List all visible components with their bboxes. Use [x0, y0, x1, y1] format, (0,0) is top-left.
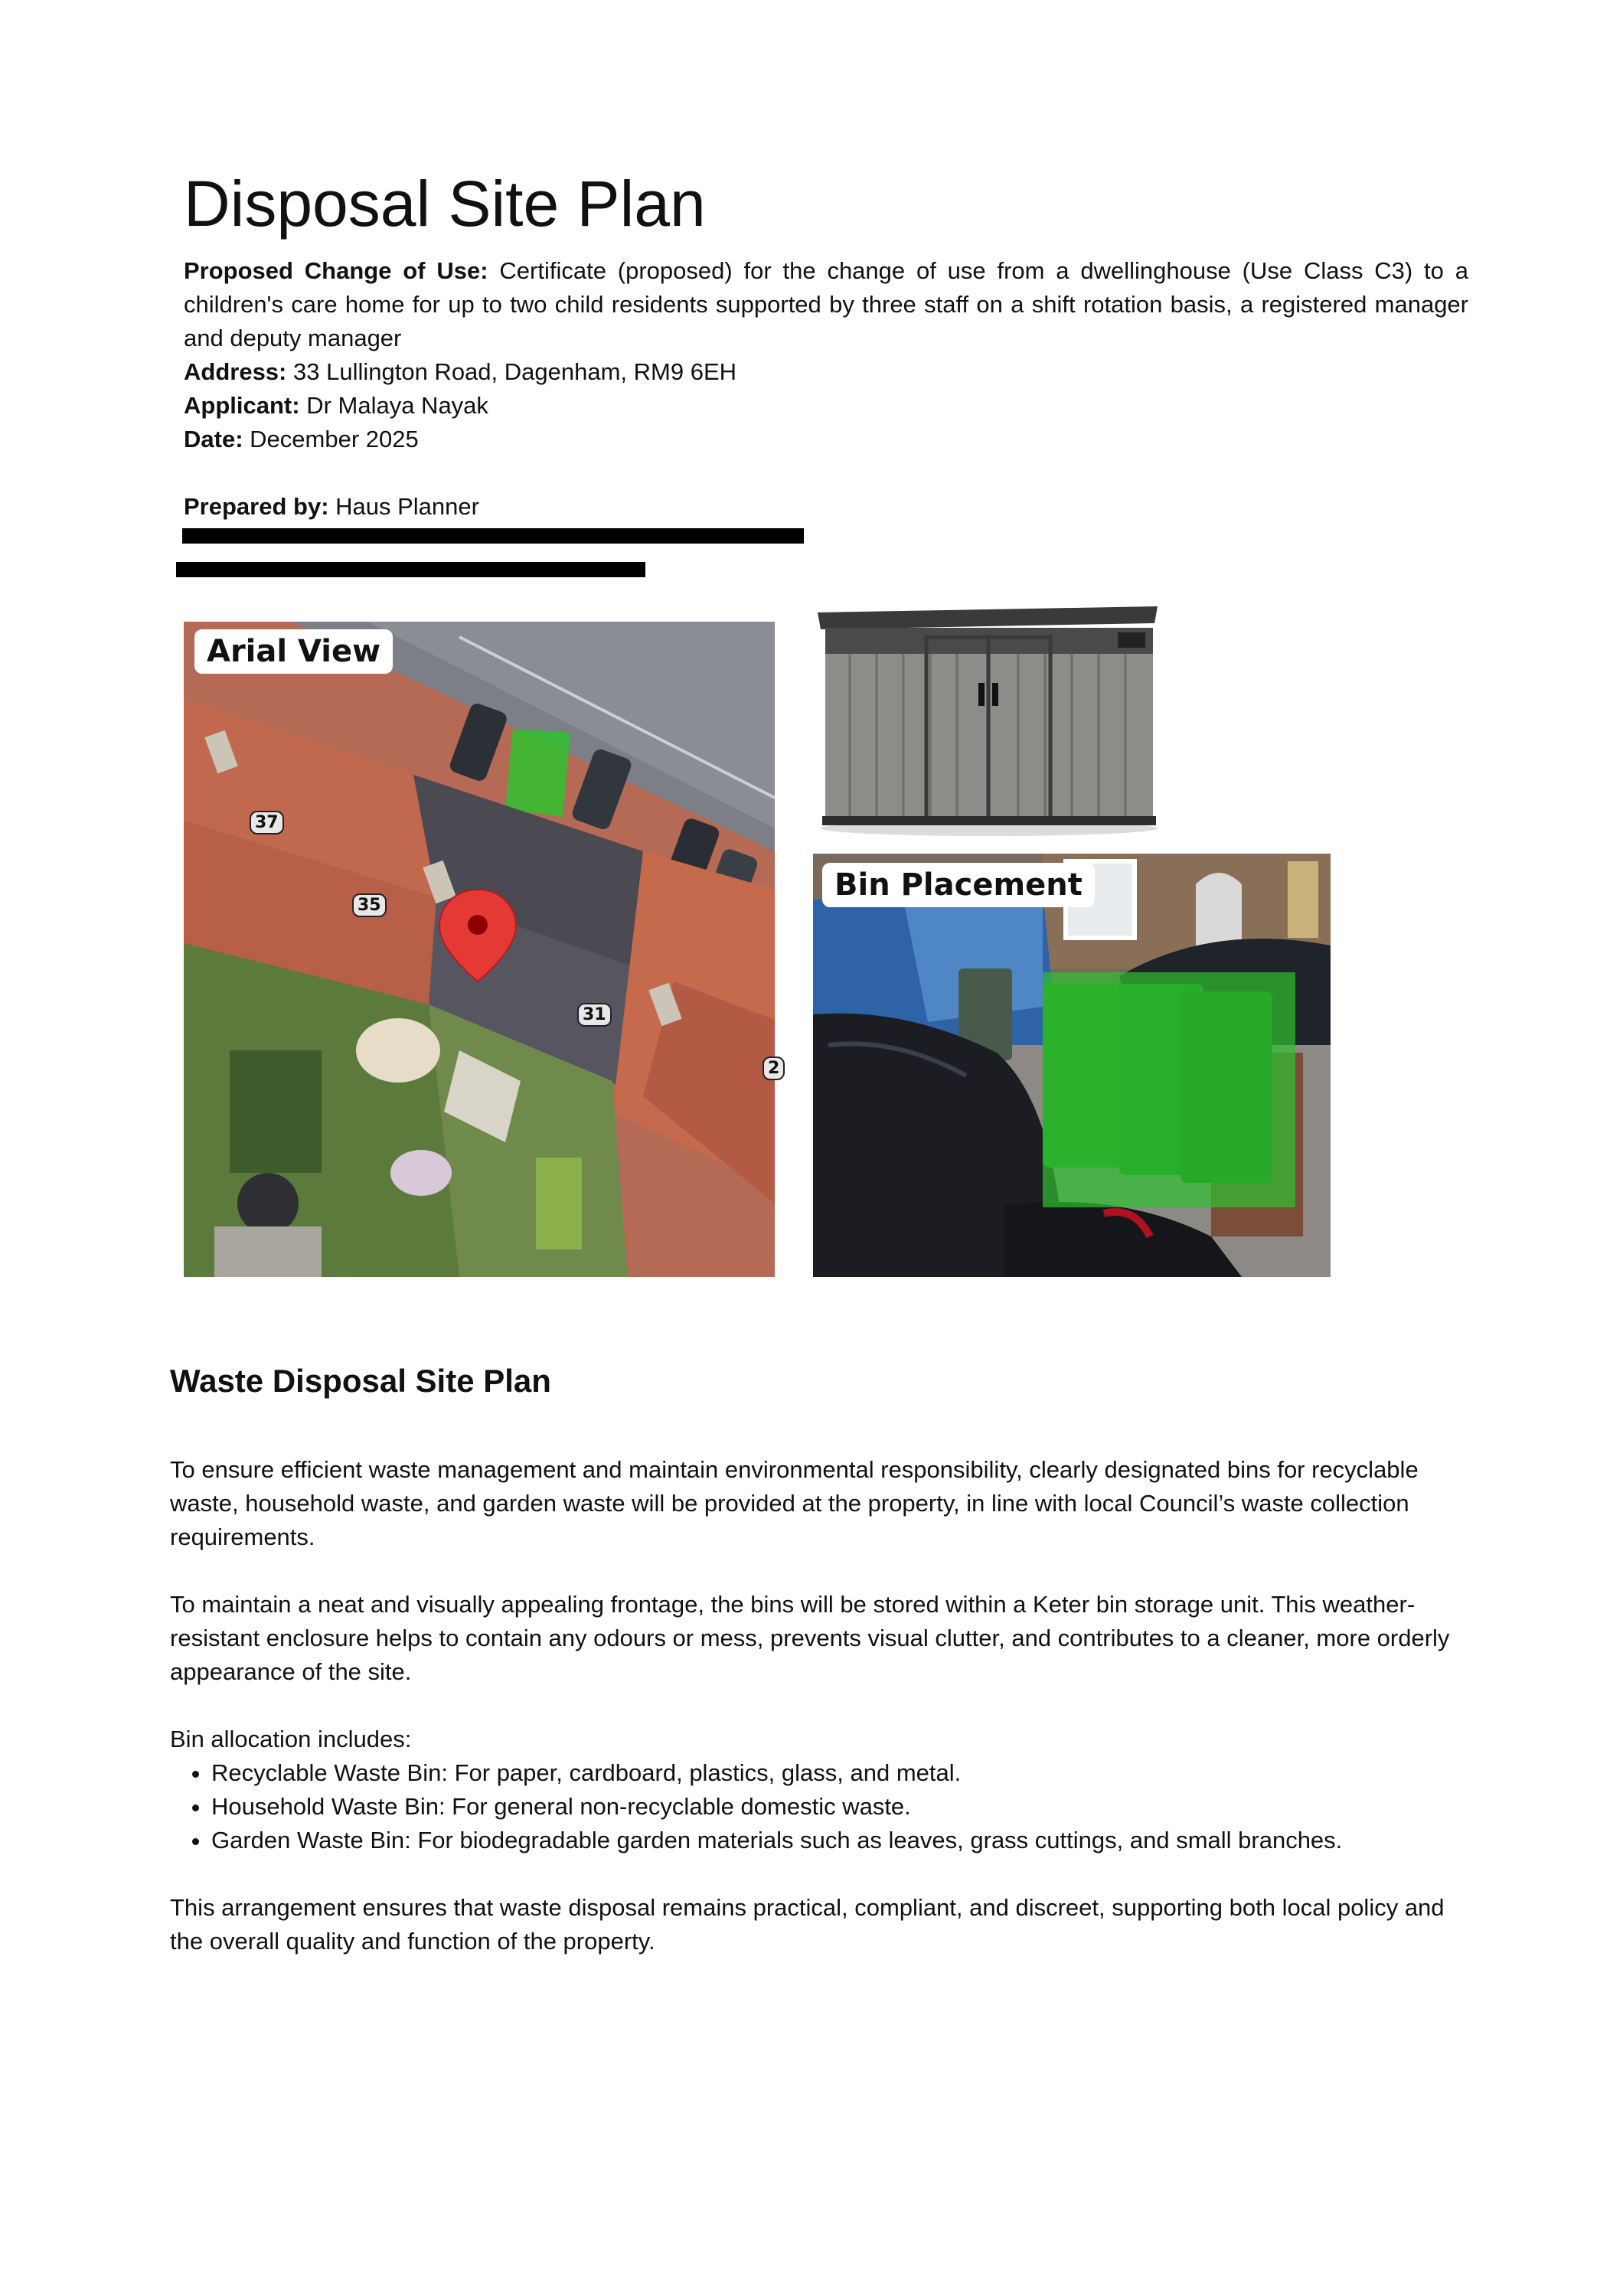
house-number-partial: 2: [763, 1057, 785, 1080]
applicant-line: [184, 389, 1468, 423]
bin-allocation-intro: Bin allocation includes:: [170, 1726, 412, 1752]
redacted-address-bar: [182, 528, 804, 544]
list-item: • Recyclable Waste Bin: For paper, cardboard, plastics, glass, and metal.: [211, 1756, 1471, 1790]
bin-placement-label: Bin Placement: [822, 863, 1095, 907]
paragraph-3: This arrangement ensures that waste disposal remains practical, compliant, and discreet, supporting both local policy and the overall quality and function of the property.: [170, 1894, 1445, 1955]
page-title: Disposal Site Plan: [184, 168, 706, 240]
bin-placement-image: [813, 854, 1331, 1277]
aerial-view-label: Arial View: [194, 629, 393, 674]
bin-allocation-list: [170, 1756, 1471, 1857]
paragraph-2: To maintain a neat and visually appealing frontage, the bins will be stored within a Keter bin storage unit. This weather-resistant enclosure helps to contain any odours or mess, prevents visual clutter, and contributes to a cleaner, more orderly appearance of the site.: [170, 1591, 1450, 1685]
applicant-value: Dr Malaya Nayak: [306, 392, 488, 419]
bin-placement-graphic: [813, 854, 1331, 1277]
aerial-view-image: [184, 622, 780, 1277]
change-of-use: [184, 254, 1468, 355]
address-line: [184, 355, 1468, 389]
bin-highlight-area: [1043, 972, 1295, 1207]
application-details: [184, 254, 1468, 577]
house-number-31: 31: [577, 1003, 612, 1027]
bin-storage-unit-image: [812, 606, 1164, 840]
prepared-by-label: Prepared by:: [184, 493, 329, 520]
change-of-use-text: Certificate (proposed) for the change of use from a dwellinghouse (Use Class C3) to a children's care home for up to two child residents supported by three staff on a shift rotation basis, a registered manager and deputy manager: [184, 257, 1468, 351]
date-label: Date:: [184, 426, 243, 452]
redacted-contact-bar: [176, 562, 645, 577]
address-label: Address:: [184, 358, 287, 385]
waste-disposal-section: [170, 1361, 1471, 1992]
house-number-37: 37: [250, 811, 284, 834]
address-value: 33 Lullington Road, Dagenham, RM9 6EH: [293, 358, 737, 385]
change-of-use-label: Proposed Change of Use:: [184, 257, 488, 284]
prepared-by-line: [184, 490, 1468, 524]
paragraph-1: To ensure efficient waste management and maintain environmental responsibility, clearly designated bins for recyclable waste, household waste, and garden waste will be provided at the property, in line with local Council’s waste collection requirements.: [170, 1456, 1419, 1550]
applicant-label: Applicant:: [184, 392, 300, 419]
section-heading: Waste Disposal Site Plan: [170, 1363, 551, 1399]
house-number-35: 35: [352, 893, 387, 917]
list-item: • Household Waste Bin: For general non-recyclable domestic waste.: [211, 1790, 1471, 1824]
aerial-view-graphic: [184, 622, 775, 1277]
prepared-by-value: Haus Planner: [335, 493, 479, 520]
bin-storage-unit-graphic: [812, 606, 1164, 840]
list-item: • Garden Waste Bin: For biodegradable garden materials such as leaves, grass cuttings, and small branches.: [211, 1824, 1471, 1857]
date-value: December 2025: [250, 426, 419, 452]
date-line: [184, 423, 1468, 456]
